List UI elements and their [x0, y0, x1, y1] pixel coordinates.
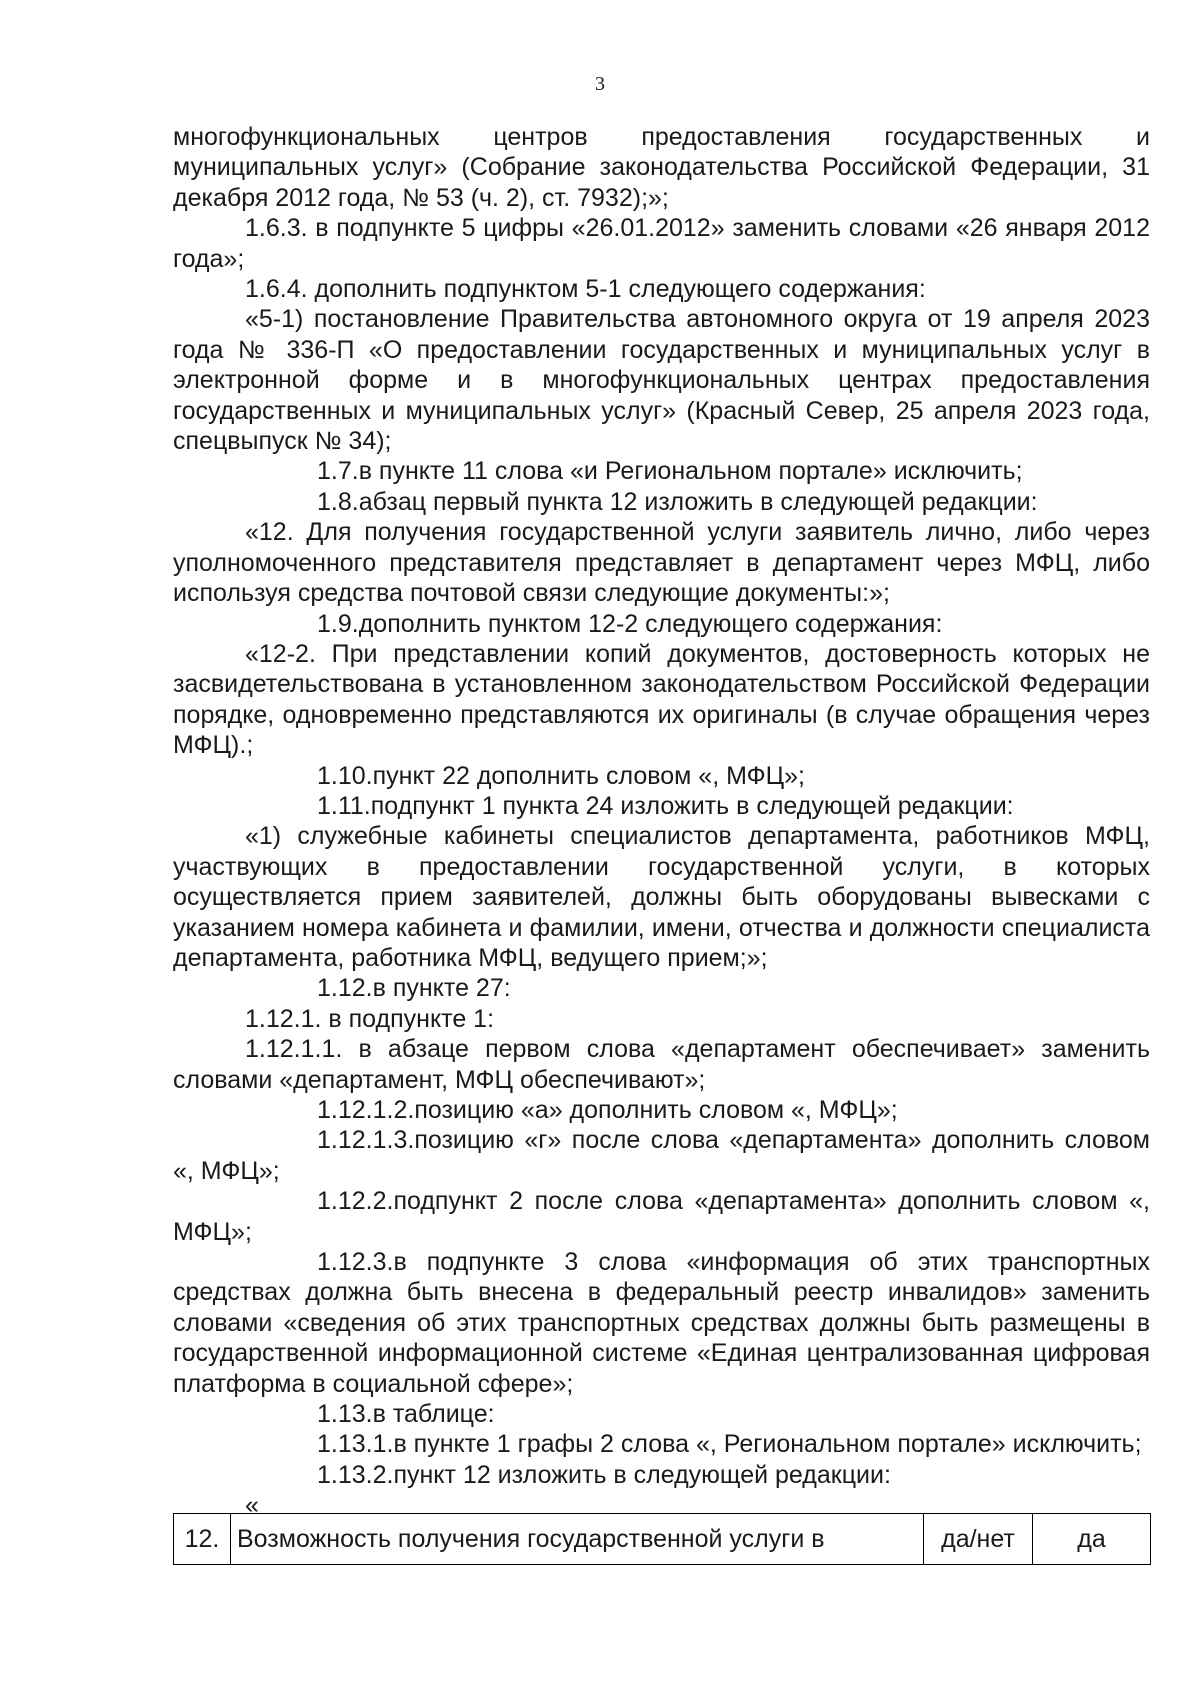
- item-text: абзац первый пункта 12 изложить в следующей редакции:: [358, 487, 1038, 516]
- item-text: пункт 22 дополнить словом «, МФЦ»;: [372, 761, 805, 790]
- paragraph-1-7: [173, 456, 1150, 486]
- paragraph-quote-12-2: «12-2. При представлении копий документов, достоверность которых не засвидетельствована в установленном законодательством Российской Федерации порядке, одновременно представляются их оригиналы (в случае обращения через МФЦ).;: [173, 639, 1150, 760]
- paragraph-1-12-3: [173, 1247, 1150, 1399]
- paragraph-1-9: [173, 609, 1150, 639]
- paragraph-1-13: [173, 1399, 1150, 1429]
- item-text: в абзаце первом слова «департамент обеспечивает» заменить словами «департамент, МФЦ обеспечивают»;: [173, 1035, 1150, 1094]
- item-text: в пункте 1 графы 2 слова «, Региональном портале» исключить;: [393, 1430, 1142, 1459]
- item-text: в пункте 11 слова «и Региональном портале» исключить;: [358, 457, 1023, 486]
- item-number: 1.8.: [317, 487, 359, 516]
- paragraph-1-6-3: 1.6.3. в подпункте 5 цифры «26.01.2012» заменить словами «26 января 2012 года»;: [173, 214, 1150, 273]
- item-number: 1.11.: [317, 791, 371, 820]
- item-text: дополнить пунктом 12-2 следующего содержания:: [358, 609, 943, 638]
- paragraph-1-12-2: [173, 1186, 1150, 1247]
- item-number: 1.12.1.2.: [317, 1096, 415, 1124]
- item-number: 1.10.: [317, 761, 373, 790]
- paragraph-quote-5-1: «5-1) постановление Правительства автономного округа от 19 апреля 2023 года № 336-П «О предоставлении государственных и муниципальных услуг в электронной форме и в многофункциональных центрах предоставления государственных и муниципальных услуг» (Красный Север, 25 апреля 2023 года, спецвыпуск № 34);: [173, 305, 1150, 456]
- item-number: 1.7.: [317, 457, 359, 486]
- paragraph-1-12-1-2: [173, 1095, 1150, 1125]
- paragraph-1-12-1-3: [173, 1125, 1150, 1186]
- paragraph-1-12-1: 1.12.1. в подпункте 1:: [245, 1004, 495, 1033]
- table-cell-description: Возможность получения государственной услуги в: [231, 1514, 924, 1565]
- paragraph-1-10: [173, 761, 1150, 791]
- paragraph-quote-1: «1) служебные кабинеты специалистов департамента, работников МФЦ, участвующих в предоставлении государственной услуги, в которых осуществляется прием заявителей, должны быть оборудованы вывесками с указанием номера кабинета и фамилии, имени, отчества и должности специалиста департамента, работника МФЦ, ведущего прием;»;: [173, 822, 1150, 972]
- page-number: 3: [595, 73, 605, 95]
- paragraph-1-12-1-1: [173, 1034, 1150, 1095]
- table-cell-value: да: [1033, 1514, 1151, 1565]
- item-number: 1.13.1.: [317, 1430, 394, 1459]
- paragraph-1-13-2: [173, 1460, 1150, 1490]
- paragraph-continuation: многофункциональных центров предоставления государственных и муниципальных услуг» (Собрание законодательства Российской Федерации, 31 декабря 2012 года, № 53 (ч. 2), ст. 7932);»;: [173, 123, 1150, 212]
- item-number: 1.12.: [317, 974, 373, 1003]
- item-text: подпункт 2 после слова «департамента» дополнить словом «, МФЦ»;: [173, 1187, 1150, 1246]
- paragraph-1-11: [173, 791, 1150, 821]
- item-text: подпункт 1 пункта 24 изложить в следующей редакции:: [370, 791, 1014, 820]
- opening-quote-mark: «: [245, 1491, 259, 1520]
- item-number: 1.12.1.1.: [245, 1035, 343, 1064]
- paragraph-1-8: [173, 487, 1150, 517]
- table-cell-number: 12.: [174, 1514, 231, 1565]
- item-number: 1.13.: [317, 1400, 373, 1429]
- paragraph-1-12: [173, 973, 1150, 1003]
- paragraph-quote-12: «12. Для получения государственной услуги заявитель лично, либо через уполномоченного представителя представляет в департамент через МФЦ, либо используя средства почтовой связи следующие документы:»;: [173, 518, 1150, 608]
- item-number: 1.13.2.: [317, 1460, 394, 1489]
- paragraph-1-13-1: [173, 1429, 1150, 1459]
- services-table: [173, 1513, 1151, 1565]
- paragraph-1-6-4: 1.6.4. дополнить подпунктом 5-1 следующего содержания:: [245, 275, 926, 304]
- table-row: [174, 1514, 1151, 1565]
- item-text: позицию «г» после слова «департамента» дополнить словом «, МФЦ»;: [173, 1126, 1150, 1185]
- item-text: в пункте 27:: [372, 974, 511, 1003]
- table-cell-unit: да/нет: [924, 1514, 1033, 1565]
- item-number: 1.9.: [317, 609, 359, 638]
- item-number: 1.12.2.: [317, 1187, 394, 1216]
- item-text: в подпункте 3 слова «информация об этих транспортных средствах должна быть внесена в федеральный реестр инвалидов» заменить словами «сведения об этих транспортных средствах должны быть размещены в государственной информационной системе «Единая централизованная цифровая платформа в социальной сфере»;: [173, 1248, 1150, 1398]
- item-text: позицию «а» дополнить словом «, МФЦ»;: [414, 1096, 898, 1124]
- item-number: 1.12.3.: [317, 1248, 394, 1277]
- item-text: в таблице:: [372, 1400, 495, 1429]
- item-text: пункт 12 изложить в следующей редакции:: [393, 1460, 891, 1489]
- document-body: [173, 122, 1150, 1521]
- item-number: 1.12.1.3.: [317, 1126, 415, 1155]
